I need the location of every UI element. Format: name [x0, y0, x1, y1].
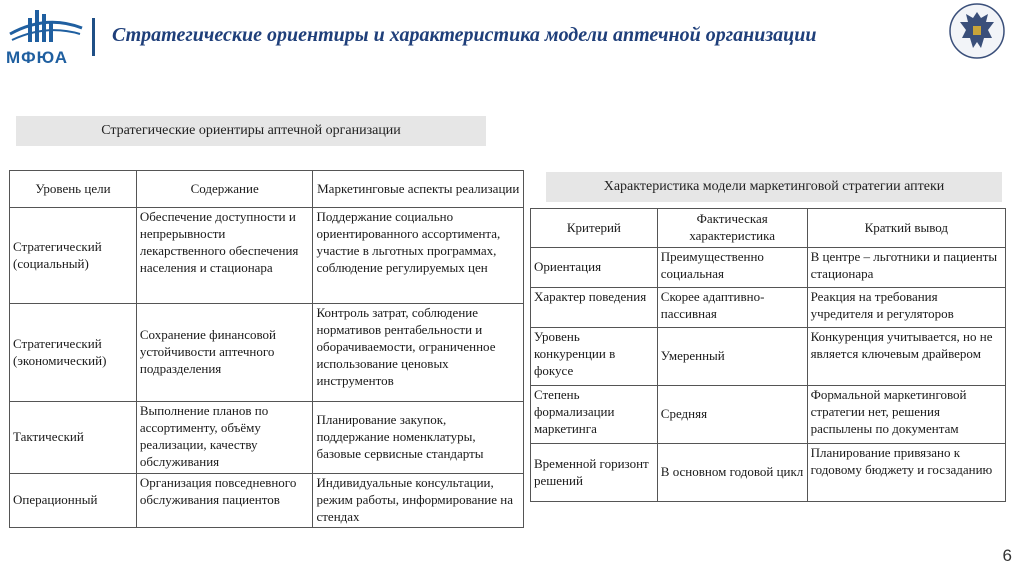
- column-header: Краткий вывод: [807, 209, 1005, 248]
- table-row: [531, 444, 1006, 502]
- page-title: Стратегические ориентиры и характеристика модели аптечной организации: [112, 24, 817, 46]
- conclusion-cell: Формальной маркетинговой стратегии нет, решения распылены по документам: [807, 386, 1005, 444]
- column-header: Содержание: [136, 171, 313, 208]
- logo-text: МФЮА: [6, 48, 69, 67]
- table-row: [531, 248, 1006, 288]
- criterion-cell: Уровень конкуренции в фокусе: [531, 328, 658, 386]
- coat-of-arms-icon: [948, 2, 1006, 60]
- strategy-model-table: [530, 208, 1006, 502]
- actual-cell: В основном годовой цикл: [657, 444, 807, 502]
- marketing-cell: Контроль затрат, соблюдение нормативов рентабельности и оборачиваемости, ограниченное использование ценовых инструментов: [313, 304, 524, 402]
- level-cell: Тактический: [10, 402, 137, 474]
- criterion-cell: Степень формализации маркетинга: [531, 386, 658, 444]
- actual-cell: Скорее адаптивно-пассивная: [657, 288, 807, 328]
- table-row: [10, 402, 524, 474]
- marketing-cell: Планирование закупок, поддержание номенклатуры, базовые сервисные стандарты: [313, 402, 524, 474]
- column-header: Критерий: [531, 209, 658, 248]
- column-header: Уровень цели: [10, 171, 137, 208]
- logo-mark-icon: [6, 4, 86, 50]
- marketing-cell: Поддержание социально ориентированного ассортимента, участие в льготных программах, соблюдение регулируемых цен: [313, 208, 524, 304]
- marketing-cell: Индивидуальные консультации, режим работы, информирование на стендах: [313, 474, 524, 528]
- actual-cell: Преимущественно социальная: [657, 248, 807, 288]
- criterion-cell: Временной горизонт решений: [531, 444, 658, 502]
- table-row: [10, 208, 524, 304]
- level-cell: Стратегический (социальный): [10, 208, 137, 304]
- actual-cell: Средняя: [657, 386, 807, 444]
- content-cell: Выполнение планов по ассортименту, объёму реализации, качеству обслуживания: [136, 402, 313, 474]
- content-cell: Организация повседневного обслуживания пациентов: [136, 474, 313, 528]
- conclusion-cell: В центре – льготники и пациенты стационара: [807, 248, 1005, 288]
- left-table-caption: Стратегические ориентиры аптечной организации: [16, 116, 486, 146]
- table-row: [531, 328, 1006, 386]
- column-header: Фактическая характеристика: [657, 209, 807, 248]
- content-cell: Обеспечение доступности и непрерывности лекарственного обеспечения населения и стационара: [136, 208, 313, 304]
- actual-cell: Умеренный: [657, 328, 807, 386]
- table-row: [531, 288, 1006, 328]
- table-row: [531, 386, 1006, 444]
- header-divider: [92, 18, 95, 56]
- university-logo: [6, 4, 86, 66]
- page-number: 6: [1002, 546, 1012, 565]
- content-cell: Сохранение финансовой устойчивости аптечного подразделения: [136, 304, 313, 402]
- table-row: [10, 474, 524, 528]
- conclusion-cell: Конкуренция учитывается, но не является ключевым драйвером: [807, 328, 1005, 386]
- conclusion-cell: Планирование привязано к годовому бюджету и госзаданию: [807, 444, 1005, 502]
- strategic-goals-table: [9, 170, 524, 528]
- column-header: Маркетинговые аспекты реализации: [313, 171, 524, 208]
- table-header-row: [10, 171, 524, 208]
- right-table-caption: Характеристика модели маркетинговой стратегии аптеки: [546, 172, 1002, 202]
- level-cell: Операционный: [10, 474, 137, 528]
- table-header-row: [531, 209, 1006, 248]
- criterion-cell: Характер поведения: [531, 288, 658, 328]
- table-row: [10, 304, 524, 402]
- level-cell: Стратегический (экономический): [10, 304, 137, 402]
- criterion-cell: Ориентация: [531, 248, 658, 288]
- conclusion-cell: Реакция на требования учредителя и регуляторов: [807, 288, 1005, 328]
